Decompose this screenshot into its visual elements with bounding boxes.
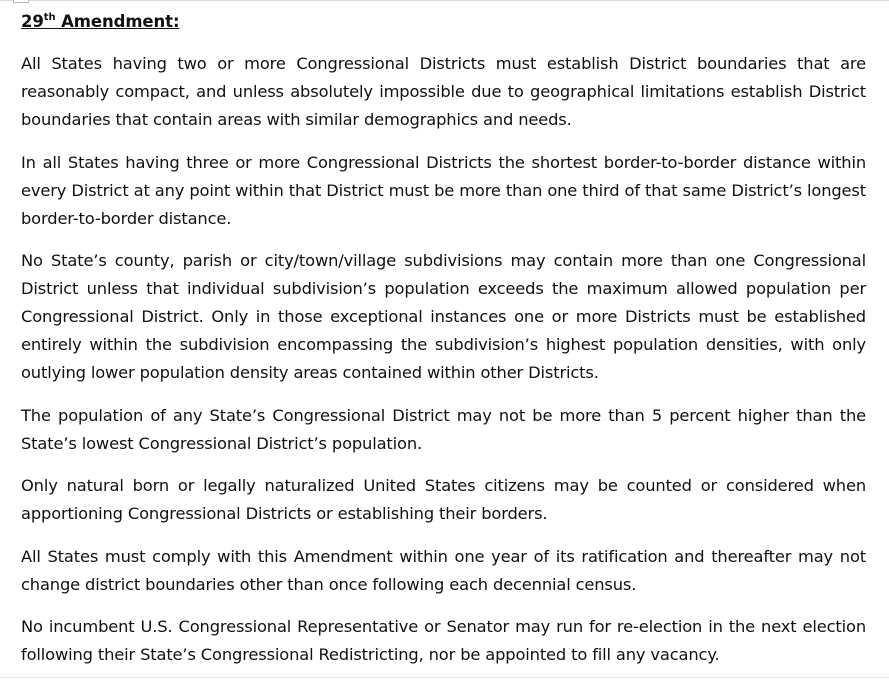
document-body [21, 8, 866, 684]
paragraph-population-variance: The population of any State’s Congressional District may not be more than 5 percent higher than the State’s lowest Congressional District’s population. [21, 405, 866, 453]
heading-title: Amendment: [55, 12, 180, 31]
paragraph-anchor-icon [13, 0, 29, 3]
amendment-heading [21, 8, 866, 36]
paragraph-incumbent-restriction: No incumbent U.S. Congressional Representative or Senator may run for re-election in the next election following their State’s Congressional Redistricting, nor be appointed to fill any vacancy. [21, 617, 866, 664]
page-top-border [0, 0, 889, 1]
heading-number: 29 [21, 12, 44, 31]
paragraph-compliance-deadline: All States must comply with this Amendment within one year of its ratification and thereafter may not change district boundaries other than once following each decennial census. [21, 546, 866, 594]
paragraph-distance-ratio: In all States having three or more Congressional Districts the shortest border-to-border distance within every District at any point within that District must be more than one third of that same District’s longest border-to-border distance. [21, 152, 866, 228]
heading-ordinal: th [43, 12, 56, 23]
paragraph-subdivisions: No State’s county, parish or city/town/village subdivisions may contain more than one Congressional District unless that individual subdivision’s population exceeds the maximum allowed population per Congressional District. Only in those exceptional instances one or more Districts must be established entirely within the subdivision encompassing the subdivision’s highest population densities, with only outlying lower population density areas contained within other Districts. [21, 251, 866, 382]
paragraph-compactness: All States having two or more Congressional Districts must establish District boundaries that are reasonably compact, and unless absolutely impossible due to geographical limitations establish District boundaries that contain areas with similar demographics and needs. [21, 54, 866, 129]
paragraph-citizens-counted: Only natural born or legally naturalized United States citizens may be counted or considered when apportioning Congressional Districts or establishing their borders. [21, 476, 866, 523]
